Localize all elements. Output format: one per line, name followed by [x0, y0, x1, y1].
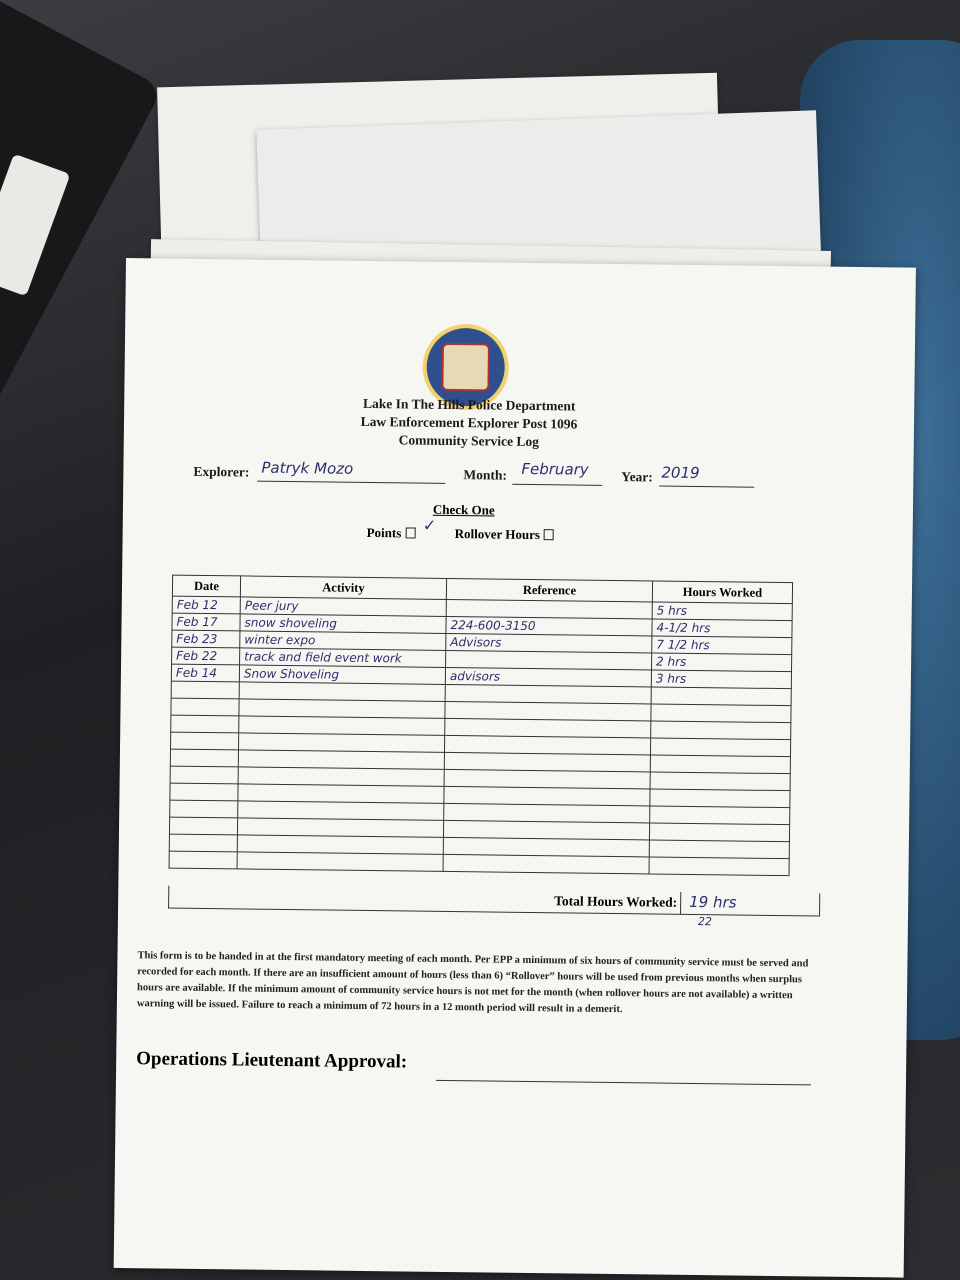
cell-hours[interactable]: [651, 704, 791, 723]
cell-date[interactable]: Feb 22: [172, 647, 240, 665]
total-hours-correction: 22: [697, 915, 713, 929]
cell-date[interactable]: [169, 851, 237, 869]
form-title: Community Service Log: [398, 432, 539, 450]
explorer-value[interactable]: Patryk Mozo: [261, 458, 354, 478]
header-reference: Reference: [446, 578, 652, 602]
cell-date[interactable]: Feb 14: [171, 664, 239, 682]
cell-reference[interactable]: Advisors: [446, 633, 652, 653]
total-row: [168, 886, 820, 917]
check-one-title: Check One: [432, 501, 495, 518]
cell-date[interactable]: [171, 698, 239, 716]
department-name: Lake In The Hills Police Department: [362, 395, 576, 414]
explorer-line: [257, 481, 445, 484]
points-option[interactable]: [367, 525, 416, 542]
points-label: Points: [366, 524, 402, 541]
year-line: [659, 486, 754, 488]
cell-reference[interactable]: advisors: [445, 667, 651, 687]
cell-hours[interactable]: [650, 789, 790, 808]
cell-date[interactable]: [169, 817, 237, 835]
cell-date[interactable]: [171, 732, 239, 750]
cell-hours[interactable]: 4-1/2 hrs: [652, 619, 792, 638]
cell-activity[interactable]: winter expo: [240, 631, 446, 651]
cell-date[interactable]: [171, 715, 239, 733]
seal-shield: [441, 343, 490, 392]
cell-hours[interactable]: [650, 772, 790, 791]
service-log-page: [114, 258, 916, 1278]
cell-date[interactable]: Feb 23: [172, 630, 240, 648]
service-log-table: [169, 575, 794, 877]
cell-reference[interactable]: 224-600-3150: [446, 616, 652, 636]
cell-date[interactable]: Feb 12: [172, 596, 240, 614]
cell-hours[interactable]: 7 1/2 hrs: [652, 636, 792, 655]
cell-activity[interactable]: snow shoveling: [240, 614, 446, 634]
table-body: [169, 596, 792, 876]
cell-hours[interactable]: [649, 823, 789, 842]
year-value[interactable]: 2019: [661, 463, 700, 483]
header-date: Date: [172, 575, 240, 597]
cell-hours[interactable]: 5 hrs: [652, 602, 792, 621]
cell-date[interactable]: [170, 766, 238, 784]
cell-hours[interactable]: [650, 806, 790, 825]
header-hours-worked: Hours Worked: [652, 581, 792, 604]
year-label: Year:: [621, 469, 653, 485]
rollover-checkbox[interactable]: [544, 529, 554, 540]
cell-reference[interactable]: [443, 854, 649, 874]
cell-hours[interactable]: [649, 840, 789, 859]
cell-activity[interactable]: track and field event work: [240, 648, 446, 668]
approval-signature-line[interactable]: [436, 1080, 811, 1086]
month-label: Month:: [463, 467, 507, 483]
cell-activity[interactable]: [237, 852, 443, 872]
rollover-option[interactable]: [455, 526, 555, 543]
header-activity: Activity: [240, 576, 446, 600]
total-hours-label: Total Hours Worked:: [554, 893, 678, 910]
cell-hours[interactable]: [650, 738, 790, 757]
seal-ring: [426, 328, 505, 407]
cell-date[interactable]: [170, 749, 238, 767]
month-value[interactable]: February: [521, 459, 589, 479]
explorer-label: Explorer:: [193, 463, 250, 480]
points-checkbox[interactable]: [405, 527, 415, 538]
rollover-label: Rollover Hours: [454, 526, 541, 543]
post-name: Law Enforcement Explorer Post 1096: [360, 413, 578, 432]
month-line: [512, 484, 602, 486]
cell-hours[interactable]: [649, 857, 789, 876]
points-check-mark: ✓: [422, 517, 437, 535]
cell-hours[interactable]: [651, 721, 791, 740]
approval-label: Operations Lieutenant Approval:: [136, 1048, 408, 1073]
policy-notice: This form is to be handed in at the first mandatory meeting of each month. Per EPP a minimum of six hours of community service must be served and recorded for each month. If there are an insufficient amount of hours (less than 6) “Rollover” hours will be used from previous months when surplus hours are available. If the minimum amount of community service hours is not met for the month (when rollover hours are not available) a written warning will be issued. Failure to reach a minimum of 72 hours in a 12 month period will result in a demerit.: [136, 950, 809, 1016]
cell-activity[interactable]: Peer jury: [240, 597, 446, 617]
total-hours-value[interactable]: 19 hrs: [689, 892, 737, 912]
cell-hours[interactable]: 2 hrs: [652, 653, 792, 672]
cell-date[interactable]: [169, 834, 237, 852]
cell-date[interactable]: [171, 681, 239, 699]
cell-hours[interactable]: [651, 687, 791, 706]
cell-hours[interactable]: [650, 755, 790, 774]
total-hours-box[interactable]: [680, 892, 819, 916]
cell-date[interactable]: [170, 800, 238, 818]
cell-hours[interactable]: 3 hrs: [651, 670, 791, 689]
cell-date[interactable]: [170, 783, 238, 801]
form-heading: [124, 392, 815, 454]
cell-date[interactable]: Feb 17: [172, 613, 240, 631]
cell-activity[interactable]: Snow Shoveling: [239, 665, 445, 685]
